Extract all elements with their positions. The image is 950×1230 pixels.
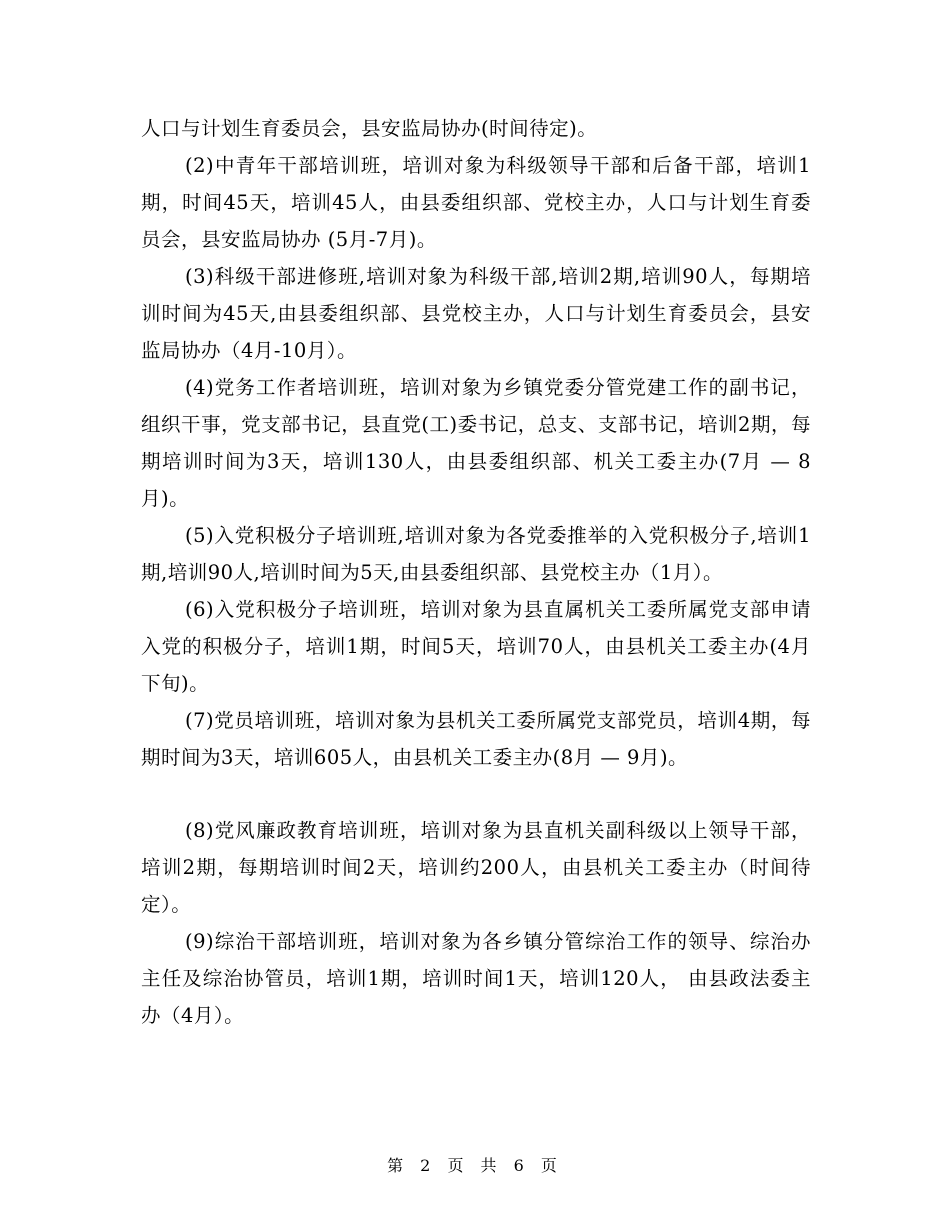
- page-number-footer: 第 2 页 共 6 页: [387, 1156, 563, 1175]
- paragraph-item-4: (4)党务工作者培训班，培训对象为乡镇党委分管党建工作的副书记，组织干事，党支部书记，县直党(工)委书记，总支、支部书记，培训2期，每期培训时间为3天，培训130人，由县委组织部、机关工委主办(7月 — 8月)。: [141, 376, 811, 510]
- paragraph-item-9: (9)综治干部培训班，培训对象为各乡镇分管综治工作的领导、综治办主任及综治协管员，培训1期，培训时间1天，培训120人， 由县政法委主办（4月）。: [141, 930, 811, 1027]
- paragraph-item-7: (7)党员培训班，培训对象为县机关工委所属党支部党员，培训4期，每期时间为3天，培训605人，由县机关工委主办(8月 — 9月)。: [141, 709, 811, 769]
- paragraph-item-6: (6)入党积极分子培训班，培训对象为县直属机关工委所属党支部申请入党的积极分子，培训1期，时间5天，培训70人，由县机关工委主办(4月下旬)。: [141, 598, 811, 695]
- document-body: [141, 110, 811, 1034]
- paragraph-item-3: (3)科级干部进修班,培训对象为科级干部,培训2期,培训90人，每期培训时间为45天,由县委组织部、县党校主办，人口与计划生育委员会，县安监局协办（4月-10月）。: [141, 265, 811, 362]
- paragraph-item-5: (5)入党积极分子培训班,培训对象为各党委推举的入党积极分子,培训1期,培训90人,培训时间为5天,由县委组织部、县党校主办（1月）。: [141, 524, 811, 584]
- paragraph-item-2: (2)中青年干部培训班，培训对象为科级领导干部和后备干部，培训1期，时间45天，培训45人，由县委组织部、党校主办，人口与计划生育委员会，县安监局协办 (5月-7月)。: [141, 154, 811, 251]
- paragraph-continuation: 人口与计划生育委员会，县安监局协办(时间待定)。: [141, 117, 598, 140]
- paragraph-item-8: (8)党风廉政教育培训班，培训对象为县直机关副科级以上领导干部，培训2期，每期培训时间2天，培训约200人，由县机关工委主办（时间待定）。: [141, 819, 811, 916]
